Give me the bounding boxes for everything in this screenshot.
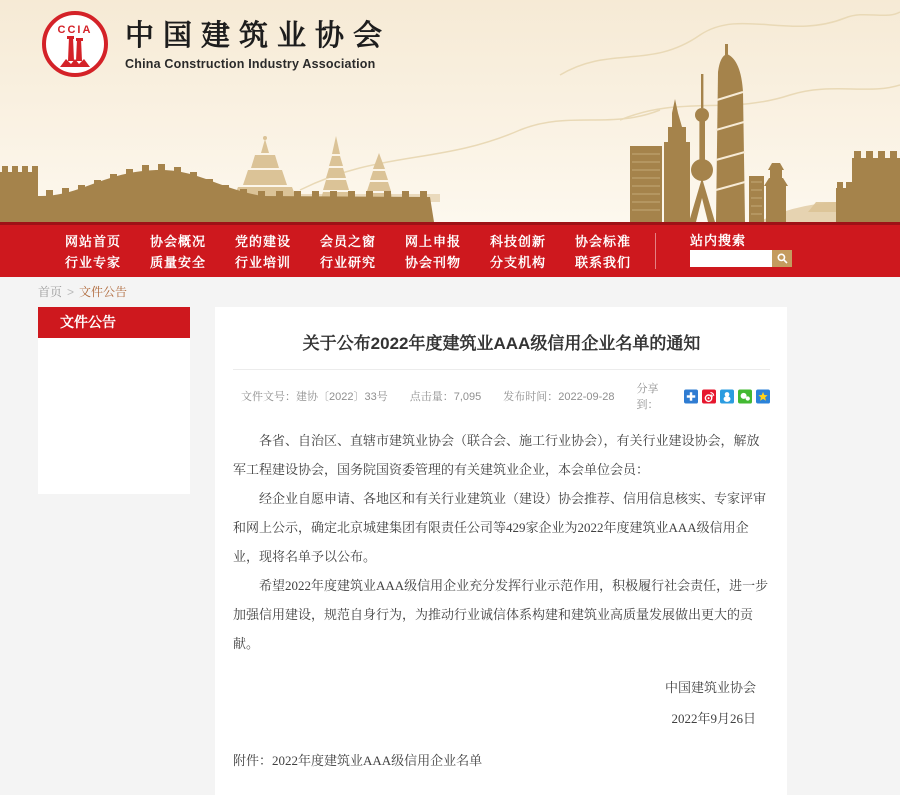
breadcrumb-current: 文件公告	[79, 285, 128, 299]
nav-item-training[interactable]: 行业培训	[235, 255, 292, 270]
article-meta	[233, 370, 770, 414]
site-subtitle: China Construction Industry Association	[125, 56, 376, 71]
nav-item-home[interactable]: 网站首页	[65, 234, 122, 249]
nav-item-tech-innovation[interactable]: 科技创新	[490, 234, 547, 249]
breadcrumb-home-link[interactable]: 首页	[38, 285, 63, 299]
paragraph: 经企业自愿申请、各地区和有关行业建筑业（建设）协会推荐、信用信息核实、专家评审和网上公示，确定北京城建集团有限责任公司等429家企业为2022年度建筑业AAA级信用企业，现将名单予以公布。	[233, 491, 767, 564]
publish-date: 发布时间：2022-09-28	[503, 391, 615, 403]
article-panel	[215, 307, 787, 795]
paragraph: 各省、自治区、直辖市建筑业协会（联合会、施工行业协会），有关行业建设协会，解放军工程建设协会，国务院国资委管理的有关建筑业企业，本会单位会员：	[233, 433, 760, 477]
site-title: 中国建筑业协会	[125, 19, 392, 52]
attachment-link[interactable]: 附件：2022年度建筑业AAA级信用企业名单	[233, 753, 483, 768]
article-body	[233, 426, 770, 658]
site-search-label: 站内搜索	[690, 233, 747, 248]
header-banner	[0, 0, 900, 222]
logo-text: CCIA	[57, 24, 93, 36]
nav-item-branches[interactable]: 分支机构	[490, 255, 547, 270]
wechat-icon[interactable]	[738, 389, 752, 404]
search-button[interactable]	[772, 250, 792, 267]
qzone-icon[interactable]	[756, 389, 770, 404]
signature-date: 2022年9月26日	[671, 711, 756, 726]
nav-item-members[interactable]: 会员之窗	[320, 234, 377, 249]
brand[interactable]	[40, 9, 391, 79]
share-bar	[637, 380, 770, 412]
nav-item-quality-safety[interactable]: 质量安全	[150, 255, 207, 270]
search-icon	[777, 253, 788, 264]
breadcrumb	[38, 285, 900, 299]
nav-item-publications[interactable]: 协会刊物	[405, 255, 462, 270]
nav-item-research[interactable]: 行业研究	[320, 255, 377, 270]
sidebar	[38, 307, 190, 494]
nav-divider	[655, 233, 656, 269]
sidebar-panel	[38, 338, 190, 494]
signature-org: 中国建筑业协会	[664, 680, 756, 695]
attachment-line	[233, 750, 770, 769]
nav-item-standards[interactable]: 协会标准	[575, 234, 632, 249]
breadcrumb-separator: >	[67, 285, 75, 299]
doc-number: 文件文号：建协〔2022〕33号	[241, 391, 388, 403]
share-more-icon[interactable]	[684, 389, 698, 404]
share-label: 分享到：	[636, 383, 659, 411]
hit-count: 点击量：7,095	[409, 391, 482, 403]
main-navbar	[0, 222, 900, 277]
nav-item-party-building[interactable]: 党的建设	[235, 234, 292, 249]
weibo-icon[interactable]	[702, 389, 716, 404]
signature-block	[233, 672, 770, 734]
qq-icon[interactable]	[720, 389, 734, 404]
nav-item-contact[interactable]: 联系我们	[575, 255, 632, 270]
sidebar-item-document-notices[interactable]: 文件公告	[38, 307, 190, 338]
article-title: 关于公布2022年度建筑业AAA级信用企业名单的通知	[233, 323, 770, 370]
paragraph: 希望2022年度建筑业AAA级信用企业充分发挥行业示范作用，积极履行社会责任，进一步加强信用建设，规范自身行为，为推动行业诚信体系构建和建筑业高质量发展做出更大的贡献。	[233, 578, 769, 651]
site-search-input[interactable]	[690, 250, 772, 267]
nav-item-experts[interactable]: 行业专家	[65, 255, 122, 270]
nav-links	[65, 231, 660, 273]
nav-item-about[interactable]: 协会概况	[150, 234, 207, 249]
nav-item-online-filing[interactable]: 网上申报	[405, 234, 462, 249]
ccia-logo-icon	[40, 9, 110, 79]
